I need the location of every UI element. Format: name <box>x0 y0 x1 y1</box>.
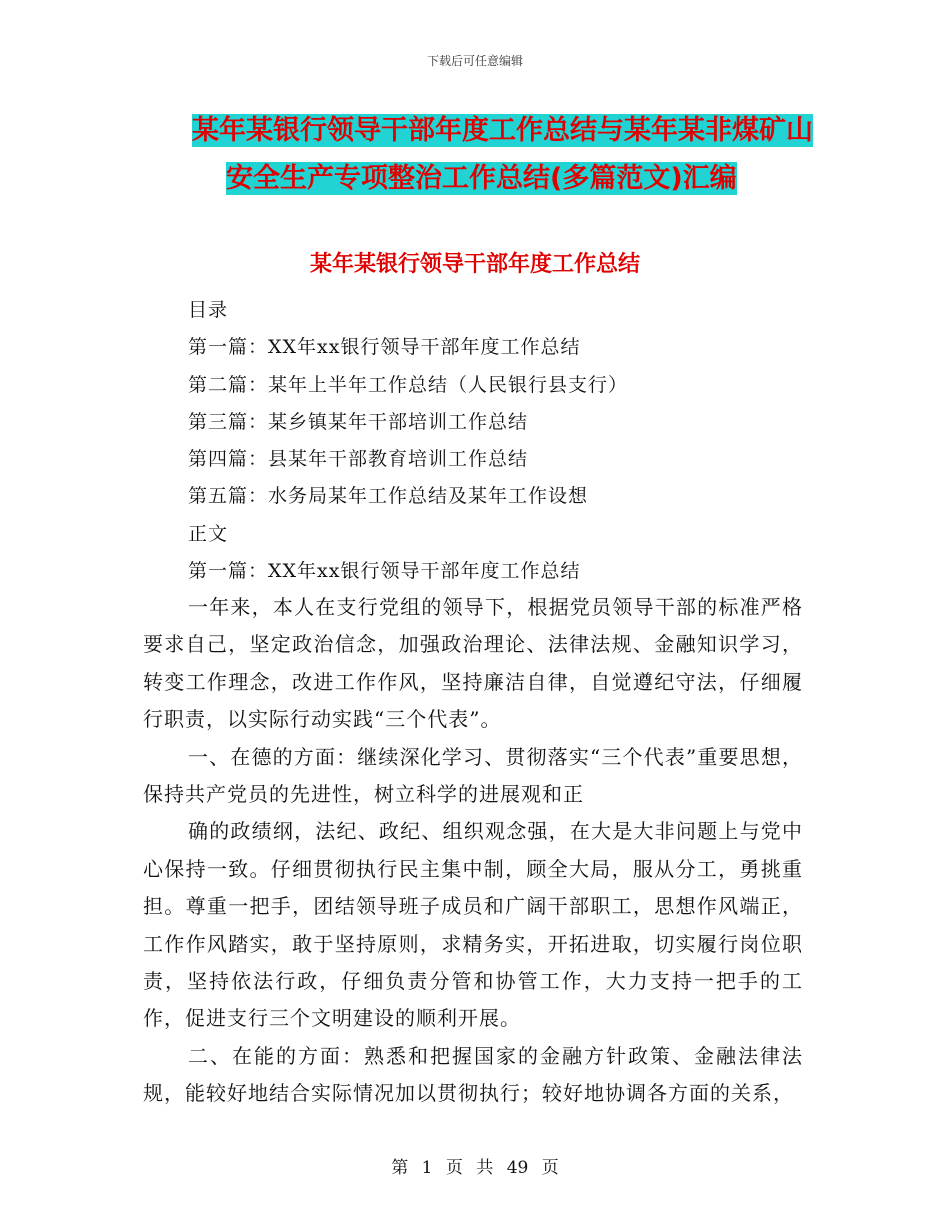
title-line-2: 安全生产专项整治工作总结(多篇范文)汇编 <box>226 163 737 194</box>
table-of-contents <box>188 292 628 590</box>
document-subtitle: 某年某银行领导干部年度工作总结 <box>309 252 640 277</box>
page-header-note: 下载后可任意编辑 <box>426 54 523 68</box>
toc-item: 第三篇：某乡镇某年干部培训工作总结 <box>188 410 529 433</box>
toc-item: 第五篇：水务局某年工作总结及某年工作设想 <box>188 485 589 508</box>
body-paragraph: 二、在能的方面：熟悉和把握国家的金融方针政策、金融法律法规，能较好地结合实际情况加以贯彻执行；较好地协调各方面的关系， <box>143 1043 803 1106</box>
toc-item: 第一篇：XX年xx银行领导干部年度工作总结 <box>188 336 581 359</box>
body-heading: 正文 <box>188 522 229 545</box>
section-heading: 第一篇：XX年xx银行领导干部年度工作总结 <box>188 560 581 583</box>
toc-item: 第四篇：县某年干部教育培训工作总结 <box>188 448 529 471</box>
title-line-1: 某年某银行领导干部年度工作总结与某年某非煤矿山 <box>192 115 813 146</box>
toc-heading: 目录 <box>188 299 229 321</box>
body-paragraph: 一年来，本人在支行党组的领导下，根据党员领导干部的标准严格要求自己，坚定政治信念，加强政治理论、法律法规、金融知识学习，转变工作理念，改进工作作风，坚持廉洁自律，自觉遵纪守法，仔细履行职责，以实际行动实践“三个代表”。 <box>143 595 803 732</box>
toc-item: 第二篇：某年上半年工作总结（人民银行县支行） <box>188 373 629 396</box>
body-paragraph: 一、在德的方面：继续深化学习、贯彻落实“三个代表”重要思想，保持共产党员的先进性，树立科学的进展观和正 <box>143 744 803 807</box>
document-body <box>143 589 803 1113</box>
body-paragraph: 确的政绩纲，法纪、政纪、组织观念强，在大是大非问题上与党中心保持一致。仔细贯彻执行民主集中制，顾全大局，服从分工，勇挑重担。尊重一把手，团结领导班子成员和广阔干部职工，思想作风端正，工作作风踏实，敢于坚持原则，求精务实，开拓进取，切实履行岗位职责，坚持依法行政，仔细负责分管和协管工作，大力支持一把手的工作，促进支行三个文明建设的顺利开展。 <box>143 819 803 1031</box>
page-number: 第 1 页 共 49 页 <box>391 1158 559 1178</box>
